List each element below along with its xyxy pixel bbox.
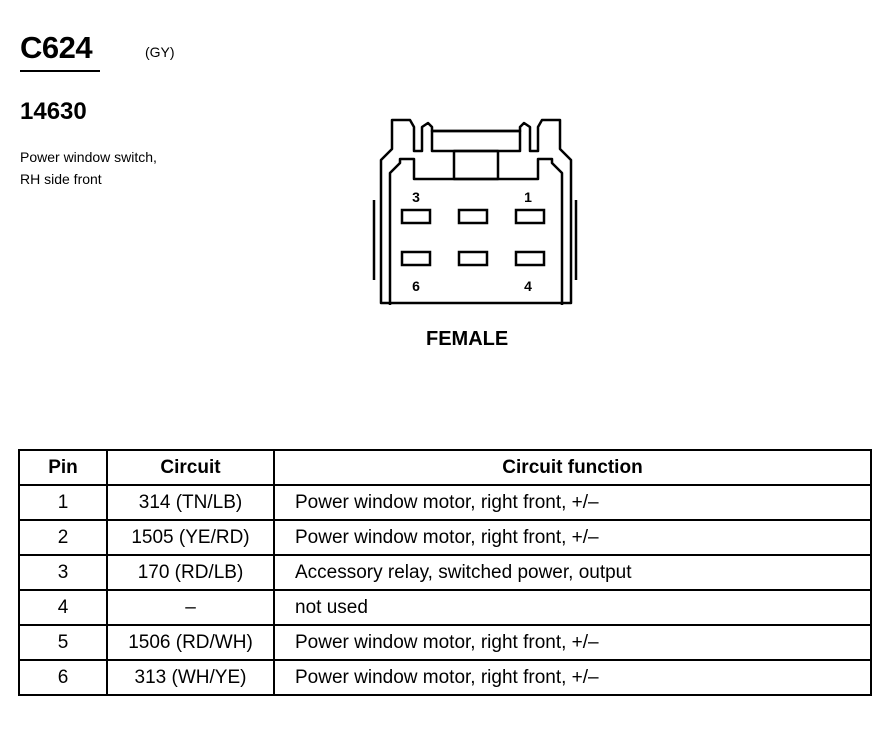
function-cell: Power window motor, right front, +/– (274, 660, 871, 695)
circuit-cell: 313 (WH/YE) (107, 660, 274, 695)
cavity-label-6: 6 (412, 278, 420, 294)
function-cell: Power window motor, right front, +/– (274, 520, 871, 555)
pin-cavity (516, 210, 544, 223)
pin-cavity (516, 252, 544, 265)
circuit-cell: 1505 (YE/RD) (107, 520, 274, 555)
pin-cell: 6 (19, 660, 107, 695)
cavity-label-1: 1 (524, 189, 532, 205)
connector-id: C624 (20, 30, 93, 65)
function-cell: not used (274, 590, 871, 625)
pin-cavity (459, 210, 487, 223)
header-circuit-function: Circuit function (274, 450, 871, 485)
pin-cell: 3 (19, 555, 107, 590)
pin-cavity (402, 252, 430, 265)
connector-latch-inner (454, 151, 498, 179)
table-row (19, 520, 871, 555)
function-cell: Power window motor, right front, +/– (274, 485, 871, 520)
table-header-row (19, 450, 871, 485)
circuit-cell: 314 (TN/LB) (107, 485, 274, 520)
pin-cavity (459, 252, 487, 265)
connector-latch (432, 131, 520, 151)
cavity-label-4: 4 (524, 278, 532, 294)
pin-cavity (402, 210, 430, 223)
connector-color-code: (GY) (145, 44, 175, 60)
function-cell: Accessory relay, switched power, output (274, 555, 871, 590)
circuit-cell: 1506 (RD/WH) (107, 625, 274, 660)
pin-cell: 4 (19, 590, 107, 625)
circuit-cell: 170 (RD/LB) (107, 555, 274, 590)
table-row (19, 590, 871, 625)
connector-gender-label: FEMALE (426, 328, 509, 350)
circuit-cell: – (107, 590, 274, 625)
cavity-label-3: 3 (412, 189, 420, 205)
connector-id-underline (20, 70, 100, 72)
table-row (19, 625, 871, 660)
pin-cell: 1 (19, 485, 107, 520)
connector-face-diagram (370, 115, 580, 310)
table-row (19, 660, 871, 695)
header-pin: Pin (19, 450, 107, 485)
connector-description: Power window switch, RH side front (20, 149, 157, 187)
header-circuit: Circuit (107, 450, 274, 485)
part-number: 14630 (20, 98, 87, 125)
pin-cell: 5 (19, 625, 107, 660)
pin-table (18, 449, 872, 696)
table-row (19, 485, 871, 520)
function-cell: Power window motor, right front, +/– (274, 625, 871, 660)
pin-cell: 2 (19, 520, 107, 555)
table-row (19, 555, 871, 590)
